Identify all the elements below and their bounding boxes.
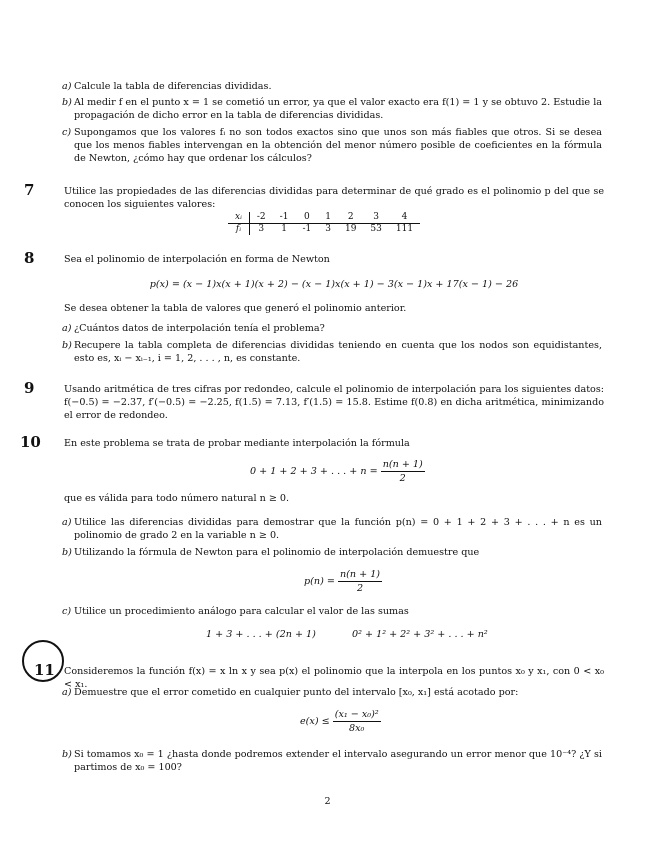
problem-8b: b) Recupere la tabla completa de diferencias divididas teniendo en cuenta que los nodos son equidistantes, esto es, xᵢ − xᵢ₋₁, i = 1, 2, . . . , n, es constante. [62, 340, 602, 364]
pn-formula: p(n) = $\frac{n(n + 1)}{2}$ [304, 569, 381, 594]
problem-10-number: 10 [20, 433, 41, 451]
sum-odd-formula: 1 + 3 + . . . + (2n + 1) [206, 629, 316, 640]
problem-10a: a) Utilice las diferencias divididas para demostrar que la función p(n) = 0 + 1 + 2 + 3 + . . . + n es un polinomio de grado 2 en la variable n ≥ 0. [62, 517, 602, 541]
problem-6a: a) Calcule la tabla de diferencias divididas. [62, 81, 272, 92]
table-head-f: fᵢ [228, 224, 249, 236]
page-number: 2 [324, 796, 331, 807]
sum-formula: 0 + 1 + 2 + 3 + . . . + n = $\frac{n(n + 1)}{2}$ [250, 459, 423, 484]
problem-6b-text: Al medir f en el punto x = 1 se cometió un error, ya que el valor exacto era f(1) = 1 y se obtuvo 2. Estudie la propagación de dicho error en la tabla de diferencias divididas. [74, 97, 602, 121]
sum-squares-formula: 0² + 1² + 2² + 3² + . . . + n² [352, 629, 488, 640]
problem-6c: c) Supongamos que los valores fᵢ no son todos exactos sino que unos son más fiables que otros. Si se desea que los menos fiables intervengan en la obtención del menor número posible de coeficientes en la fórmula de Newton, ¿cómo hay que ordenar los cálculos? [62, 127, 602, 164]
error-bound-fraction: $\frac{\text{(x₁ − x₀)²}}{\text{8x₀}}$ [334, 709, 379, 734]
problem-9-number: 9 [24, 379, 35, 397]
problem-11-text: Consideremos la función f(x) = x ln x y sea p(x) el polinomio que la interpola en los puntos x₀ y x₁, con 0 < x₀ < x₁. [64, 666, 604, 690]
problem-7-text: Utilice las propiedades de las diferencias divididas para determinar de qué grado es el polinomio p del que se conocen los siguientes valores: [64, 186, 604, 210]
problem-10c-text: Utilice un procedimiento análogo para calcular el valor de las sumas [74, 606, 409, 617]
problem-10-text: En este problema se trata de probar mediante interpolación la fórmula [64, 438, 410, 449]
problem-10a-text: Utilice las diferencias divididas para demostrar que la función p(n) = 0 + 1 + 2 + 3 + . . . + n es un polinomio de grado 2 en la variable n ≥ 0. [74, 517, 602, 541]
problem-11b-text: Si tomamos x₀ = 1 ¿hasta donde podremos extender el intervalo asegurando un error menor que 10⁻⁴? ¿Y si partimos de x₀ = 100? [74, 749, 602, 773]
problem-11b: b) Si tomamos x₀ = 1 ¿hasta donde podremos extender el intervalo asegurando un error menor que 10⁻⁴? ¿Y si partimos de x₀ = 100? [62, 749, 602, 773]
table-head-x: xᵢ [228, 212, 249, 224]
error-bound-formula: e(x) ≤ $\frac{\text{(x₁ − x₀)²}}{\text{8x₀}}$ [300, 709, 379, 734]
newton-polynomial-formula: p(x) = (x − 1)x(x + 1)(x + 2) − (x − 1)x(x + 1) − 3(x − 1)x + 17(x − 1) − 26 [149, 279, 519, 290]
values-table: xᵢ -2 -1 0 1 2 3 4 fᵢ 3 1 -1 3 19 53 111 [228, 212, 420, 235]
problem-8b-text: Recupere la tabla completa de diferencias divididas teniendo en cuenta que los nodos son equidistantes, esto es, xᵢ − xᵢ₋₁, i = 1, 2, . . . , n, es constante. [74, 340, 602, 364]
problem-7-number: 7 [24, 181, 35, 199]
problem-11a-text: Demuestre que el error cometido en cualquier punto del intervalo [x₀, x₁] está acotado por: [74, 687, 519, 698]
problem-10c: c) Utilice un procedimiento análogo para calcular el valor de las sumas [62, 606, 409, 617]
problem-8-number: 8 [24, 249, 35, 267]
problem-6a-text: Calcule la tabla de diferencias divididas. [74, 81, 272, 92]
pn-fraction: $\frac{n(n + 1)}{2}$ [339, 569, 381, 594]
problem-11-number: 11 [34, 661, 55, 679]
problem-11a: a) Demuestre que el error cometido en cualquier punto del intervalo [x₀, x₁] está acotado por: [62, 687, 519, 698]
sum-fraction: $\frac{n(n + 1)}{2}$ [382, 459, 423, 484]
problem-10b: b) Utilizando la fórmula de Newton para el polinomio de interpolación demuestre que [62, 547, 480, 558]
problem-10-text2: que es válida para todo número natural n ≥ 0. [64, 493, 290, 504]
problem-8a-text: ¿Cuántos datos de interpolación tenía el problema? [74, 323, 325, 334]
problem-8-text: Sea el polinomio de interpolación en forma de Newton [64, 254, 330, 265]
problem-9-text: Usando aritmética de tres cifras por redondeo, calcule el polinomio de interpolación para los siguientes datos: f(−0.5) = −2.37, f′(−0.5) = −2.25, f(1.5) = 7.13, f′(1.5) = 15.8. Estime f(0.8) en dicha aritmética, minimizando el error de redondeo. [64, 384, 604, 421]
problem-10b-text: Utilizando la fórmula de Newton para el polinomio de interpolación demuestre que [74, 547, 480, 558]
problem-6b: b) Al medir f en el punto x = 1 se cometió un error, ya que el valor exacto era f(1) = 1 y se obtuvo 2. Estudie la propagación de dicho error en la tabla de diferencias divididas. [62, 97, 602, 121]
problem-8a: a) ¿Cuántos datos de interpolación tenía el problema? [62, 323, 325, 334]
problem-8-text2: Se desea obtener la tabla de valores que generó el polinomio anterior. [64, 303, 407, 314]
problem-6c-text: Supongamos que los valores fᵢ no son todos exactos sino que unos son más fiables que otros. Si se desea que los menos fiables intervengan en la obtención del menor número posible de coeficientes en la fórmula de Newton, ¿cómo hay que ordenar los cálculos? [74, 127, 602, 164]
